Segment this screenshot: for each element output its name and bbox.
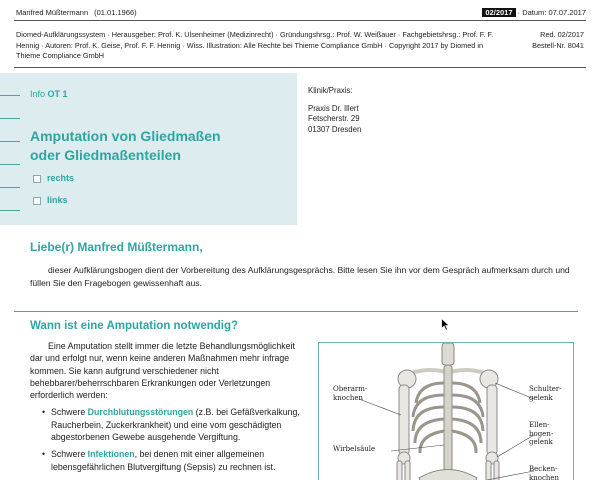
patient-name: Manfred Müßtermann — [16, 8, 89, 17]
clinic-city: 01307 Dresden — [308, 124, 362, 134]
page-title — [30, 127, 221, 165]
panel-tick — [0, 187, 20, 188]
clinic-address — [308, 86, 361, 135]
checkbox-right-label: rechts — [47, 173, 75, 183]
bullet-post: (z.B. bei Gefäßverkalkung, Raucherbein, Zuckerkrankheit) und eine vom geschädigten abgestorbenen Gewebe ausgehende Vergiftung. — [51, 407, 300, 443]
credits-text: Diomed-Aufklärungssystem · Herausgeber: Prof. K. Ulsenheimer (Medizinrecht) · Gründungshrsg.: Prof. W. Weißauer · Fachgebietshrsg.: Prof. F. F. Hennig · Autoren: Prof. K. Geise, Prof. F. F. Hennig · Wiss. Illustration: Alle Rechte bei Thieme Compliance GmbH · Copyright 2017 by Diomed in Thieme Compliance GmbH — [16, 30, 494, 60]
label-pelvis-line-2: knochen — [529, 473, 560, 480]
panel-tick — [0, 95, 20, 96]
label-humerus — [333, 385, 367, 402]
patient-dob: (01.01.1966) — [94, 8, 137, 17]
order-number: Bestell-Nr. 8041 — [532, 40, 584, 50]
edition-red: Red. 02/2017 — [540, 30, 584, 39]
patient-header — [16, 8, 137, 17]
list-item — [30, 406, 305, 443]
label-elbow — [529, 421, 553, 447]
document-date: · Datum: 07.07.2017 — [517, 8, 586, 17]
bullet-icon: • — [42, 449, 46, 460]
panel-tick — [0, 164, 20, 165]
label-humerus-line-1: Oberarm- — [333, 385, 368, 393]
bullet-highlight: Durchblutungsstörungen — [87, 407, 194, 418]
mouse-cursor-icon — [441, 318, 450, 331]
info-code — [30, 89, 68, 99]
list-item — [30, 448, 305, 473]
label-pelvis-line-1: Becken- — [529, 465, 558, 473]
skeleton-illustration — [318, 342, 574, 480]
clinic-label: Klinik/Praxis: — [308, 86, 353, 95]
label-shoulder — [529, 385, 562, 402]
panel-tick — [0, 141, 20, 142]
bullet-pre: Schwere — [51, 449, 88, 460]
header-divider — [14, 20, 586, 21]
label-pelvis — [529, 465, 559, 480]
panel-tick — [0, 210, 20, 211]
label-spine: Wirbelsäule — [333, 445, 376, 453]
bullet-pre: Schwere — [51, 407, 88, 418]
clinic-street: Fetscherstr. 29 — [308, 114, 360, 123]
label-humerus-line-2: knochen — [333, 393, 364, 402]
title-line-1: Amputation von Gliedmaßen — [30, 128, 221, 144]
edition-info — [532, 30, 584, 51]
bullet-icon: • — [42, 407, 46, 418]
title-line-2: oder Gliedmaßenteilen — [30, 147, 181, 163]
label-shoulder-line-1: Schulter- — [529, 385, 562, 393]
intro-text: dieser Aufklärungsbogen dient der Vorbereitung des Aufklärungsgesprächs. Bitte lesen Sie ihn vor dem Gespräch aufmerksam durch und füllen Sie den Fragebogen gewissenhaft aus. — [30, 265, 570, 288]
section-title: Wann ist eine Amputation notwendig? — [30, 320, 239, 332]
skeleton-drawing — [319, 343, 574, 480]
version-badge: 02/2017 — [482, 8, 515, 17]
section-body — [30, 340, 305, 478]
bullet-list — [30, 406, 305, 472]
checkbox-right[interactable] — [33, 175, 41, 183]
version-info — [482, 8, 586, 17]
info-prefix: Info — [30, 89, 46, 99]
checkbox-left[interactable] — [33, 197, 41, 205]
label-shoulder-line-2: gelenk — [529, 393, 553, 402]
label-elbow-line-1: Ellen- — [529, 421, 550, 429]
info-code-value: OT 1 — [47, 89, 68, 99]
panel-tick — [0, 118, 20, 119]
greeting: Liebe(r) Manfred Müßtermann, — [30, 240, 203, 254]
bullet-post: , bei denen mit einer allgemeinen lebensgefährlichen Blutvergiftung (Sepsis) zu rechnen ist. — [51, 449, 276, 472]
section-paragraph: Eine Amputation stellt immer die letzte Behandlungsmöglichkeit dar und erfolgt nur, wenn keine anderen Maßnahmen mehr infrage kommen. Sie kann aufgrund verschiedener nicht behebbarer/beherrschbaren Erkrankungen oder Verletzungen erforderlich werden: — [30, 341, 295, 401]
checkbox-left-label: links — [47, 195, 68, 205]
credits-divider — [14, 67, 586, 68]
label-elbow-line-2: bogen- — [529, 429, 554, 438]
bullet-highlight: Infektionen — [87, 449, 135, 460]
label-elbow-line-3: gelenk — [529, 438, 553, 446]
clinic-name: Praxis Dr. Illert — [308, 103, 359, 113]
section-divider — [14, 311, 578, 312]
